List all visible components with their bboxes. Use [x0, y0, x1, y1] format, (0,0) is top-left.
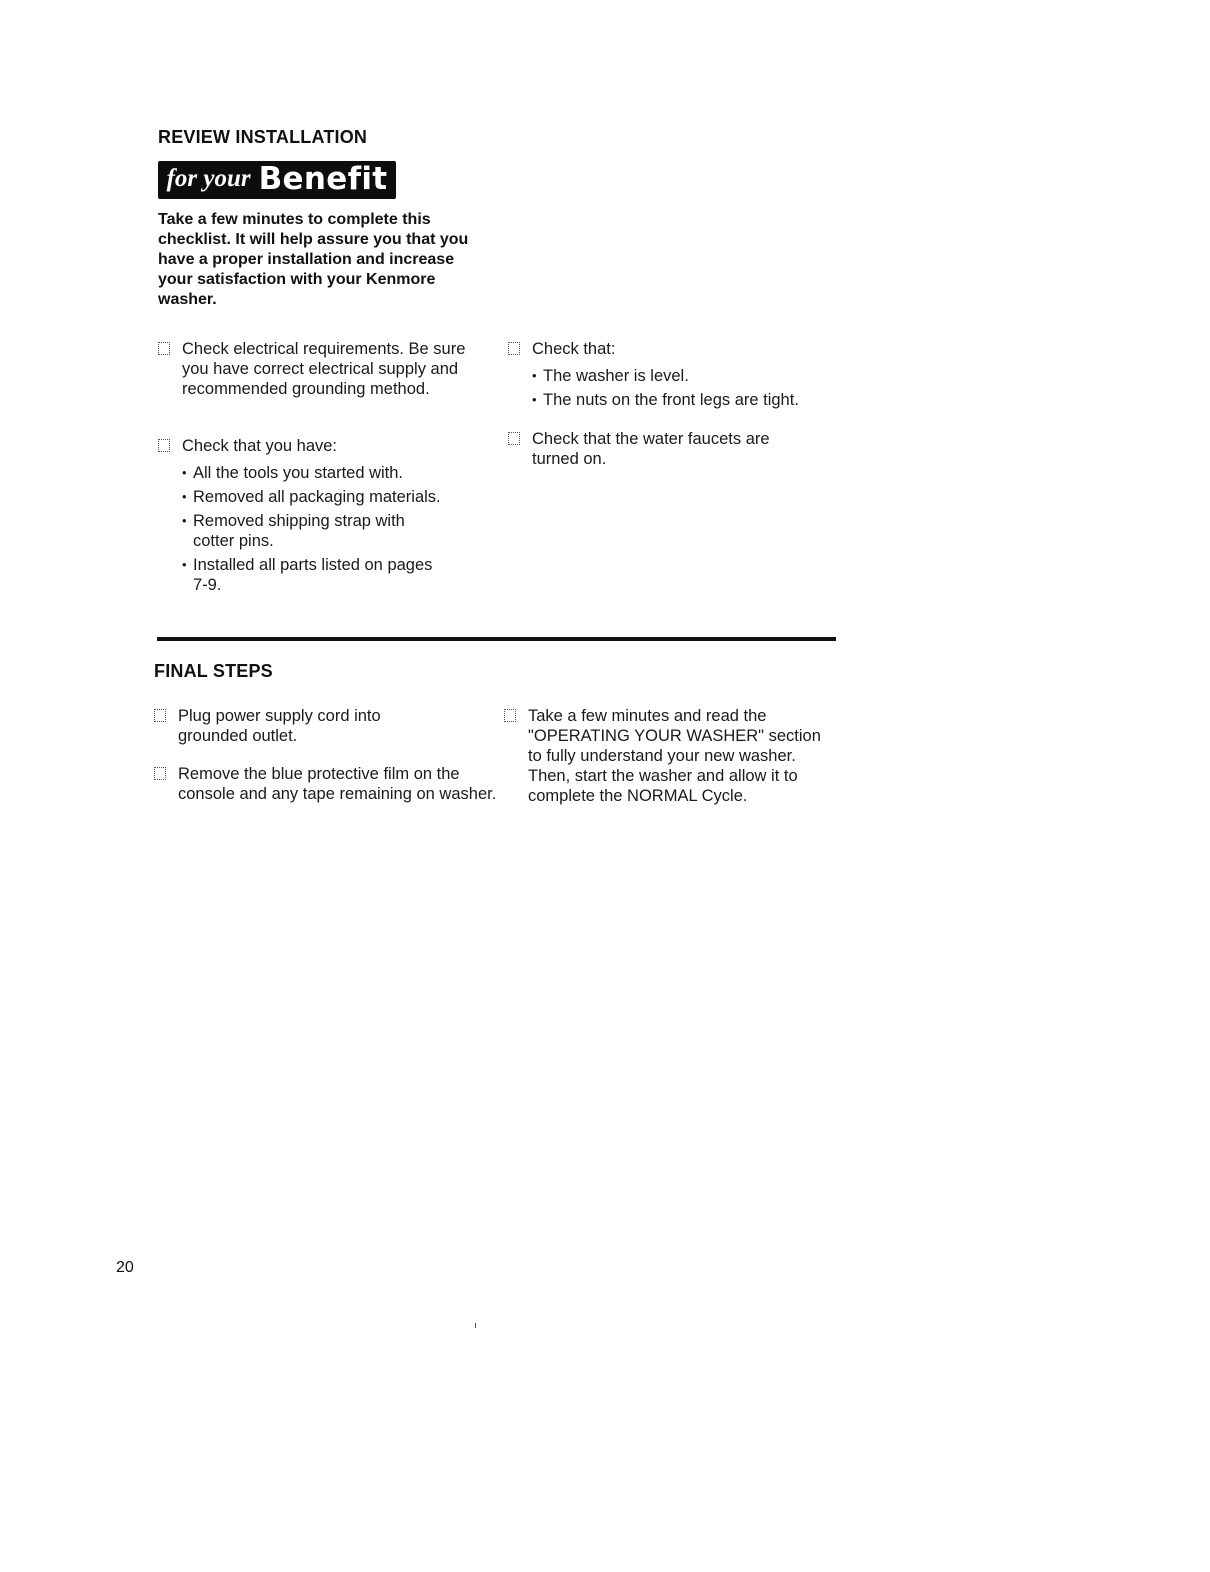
- checkbox-icon[interactable]: [154, 767, 166, 780]
- checkbox-icon[interactable]: [508, 342, 520, 355]
- checkbox-icon[interactable]: [154, 709, 166, 722]
- final-steps-heading: FINAL STEPS: [154, 661, 273, 681]
- intro-paragraph: Take a few minutes to complete this checklist. It will help assure you that you have a proper installation and increase your satisfaction with your Kenmore washer.: [158, 211, 469, 308]
- checklist-item-text: Remove the blue protective film on the console and any tape remaining on washer.: [178, 765, 497, 803]
- checklist-item-text: Take a few minutes and read the "OPERATING YOUR WASHER" section to fully understand your new washer. Then, start the washer and allow it to complete the NORMAL Cycle.: [528, 707, 821, 805]
- checklist-item-read-operating[interactable]: [504, 706, 834, 806]
- checklist-item-plug[interactable]: [154, 706, 434, 746]
- checklist-item-text: Check that:: [532, 340, 616, 358]
- checklist-item-text: Check that the water faucets are turned on.: [532, 430, 770, 468]
- checklist-item-check-you-have[interactable]: [158, 436, 488, 599]
- badge-small-text: for your: [166, 165, 251, 192]
- checklist-item-check-that[interactable]: [508, 339, 838, 414]
- badge-big-text: Benefit: [258, 161, 388, 197]
- bullet-item: • Removed shipping strap with cotter pins.: [182, 511, 442, 551]
- bullet-item: • The washer is level.: [532, 366, 838, 386]
- checklist-item-text: Check electrical requirements. Be sure you have correct electrical supply and recommended grounding method.: [182, 340, 466, 398]
- checklist-item-electrical[interactable]: [158, 339, 488, 399]
- bullet-item: • Removed all packaging materials.: [182, 487, 442, 507]
- bullet-list: [532, 366, 838, 410]
- checklist-item-text: Plug power supply cord into grounded outlet.: [178, 707, 381, 745]
- checklist-item-faucets[interactable]: [508, 429, 808, 469]
- checklist-item-remove-film[interactable]: [154, 764, 499, 804]
- review-installation-heading: REVIEW INSTALLATION: [158, 127, 368, 147]
- page-number: 20: [116, 1259, 134, 1276]
- checkbox-icon[interactable]: [158, 342, 170, 355]
- bullet-item: • Installed all parts listed on pages 7-9.: [182, 555, 442, 595]
- bullet-list: [182, 463, 442, 595]
- bullet-item: • The nuts on the front legs are tight.: [532, 390, 838, 410]
- scan-mark: [475, 1323, 476, 1328]
- checklist-item-text: Check that you have:: [182, 437, 338, 455]
- bullet-item: • All the tools you started with.: [182, 463, 442, 483]
- checkbox-icon[interactable]: [504, 709, 516, 722]
- checkbox-icon[interactable]: [158, 439, 170, 452]
- section-divider: [157, 637, 836, 641]
- checkbox-icon[interactable]: [508, 432, 520, 445]
- for-your-benefit-badge: [158, 161, 396, 199]
